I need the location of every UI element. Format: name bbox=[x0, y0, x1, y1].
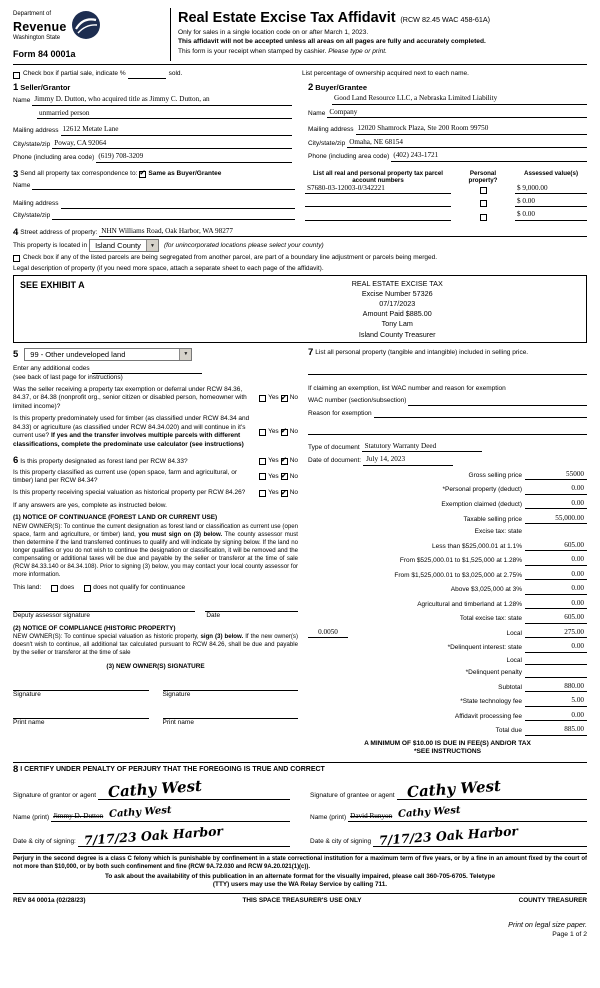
delinquent-interest-state-field[interactable]: 0.00 bbox=[525, 642, 587, 652]
street-address-field[interactable]: NHN Williams Road, Oak Harbor, WA 98277 bbox=[99, 227, 587, 237]
stamp-title: REAL ESTATE EXCISE TAX bbox=[351, 279, 443, 289]
washington-state-label: Washington State bbox=[13, 34, 61, 41]
partial-sale-label: Check box if partial sale, indicate % bbox=[23, 70, 126, 78]
notice-continuance-body: NEW OWNER(S): To continue the current designation as forest land or classification as current use (open space, farm and agriculture, or timber) land, you must sign on (3) below. The county assessor must then determine if the land transferred continues to qualify and will indicate by signing below. If the land no longer qualifies or you do not wish to continue the designation or classification, it will be removed and the compensating or additional taxes will be due and payable by the seller or transferor at the time of sale (RCW 84.33.140 or 84.34.108). Prior to signing (3) below, you may contact your local county assessor for more information. bbox=[13, 522, 298, 578]
header-note-2: This affidavit will not be accepted unless all areas on all pages are fully and accurately completed. bbox=[178, 38, 486, 46]
buyer-phone-label: Phone (including area code) bbox=[308, 153, 390, 161]
s5q2-yes-checkbox[interactable] bbox=[259, 429, 266, 436]
minimum-due-note: A MINIMUM OF $10.00 IS DUE IN FEE(S) AND/OR TAX bbox=[364, 739, 531, 747]
codes-note: (see back of last page for instructions) bbox=[13, 373, 123, 381]
certify-text: I CERTIFY UNDER PENALTY OF PERJURY THAT THE FOREGOING IS TRUE AND CORRECT bbox=[20, 766, 325, 774]
parcel-field-1[interactable]: S7680-03-12003-0/342221 bbox=[305, 184, 451, 194]
section-3 bbox=[13, 170, 587, 221]
agency-wordmark bbox=[13, 11, 67, 43]
partial-sale-checkbox[interactable] bbox=[13, 72, 20, 79]
wac-number-field[interactable] bbox=[408, 398, 587, 406]
rate-3-field[interactable]: 0.00 bbox=[525, 584, 587, 594]
doc-type-field[interactable]: Statutory Warranty Deed bbox=[362, 442, 482, 452]
s5q2-no-checkbox[interactable] bbox=[281, 429, 288, 436]
treasurer-use-only-label: THIS SPACE TREASURER'S USE ONLY bbox=[242, 897, 362, 905]
s6q2-yes-checkbox[interactable] bbox=[259, 473, 266, 480]
see-instructions-note: *SEE INSTRUCTIONS bbox=[413, 748, 482, 756]
personal-property-checkbox-2[interactable] bbox=[480, 200, 487, 207]
new-owner-signature-title: (3) NEW OWNER(S) SIGNATURE bbox=[106, 663, 205, 671]
parcel-table bbox=[305, 170, 587, 221]
agency-block bbox=[13, 8, 163, 61]
stamp-date: 07/17/2023 bbox=[379, 299, 416, 309]
seller-name-field[interactable]: Jimmy D. Dutton, who acquired title as Jimmy C. Dutton, an bbox=[32, 95, 292, 105]
s6q1-yes-checkbox[interactable] bbox=[259, 458, 266, 465]
section-5-number: 5 bbox=[13, 348, 19, 360]
section-8-number: 8 bbox=[13, 764, 19, 776]
s5q1-no-checkbox[interactable] bbox=[281, 395, 288, 402]
seller-grantor-block bbox=[13, 83, 292, 163]
seller-address-field[interactable]: 12612 Metate Lane bbox=[61, 125, 292, 135]
form-header bbox=[13, 8, 587, 61]
seller-phone-field[interactable]: (619) 708-3209 bbox=[96, 152, 292, 162]
section-1-number: 1 bbox=[13, 81, 19, 93]
section-8-rule bbox=[13, 762, 587, 763]
rev-rule bbox=[13, 893, 587, 894]
dept-of-label: Department of bbox=[13, 10, 52, 17]
print-name-label-1: Print name bbox=[13, 718, 45, 726]
corr-address-label: Mailing address bbox=[13, 200, 59, 208]
stamp-excise-number: Excise Number 57326 bbox=[361, 289, 433, 299]
subtotal-field[interactable]: 880.00 bbox=[525, 682, 587, 692]
rate-1-1-field[interactable]: 605.00 bbox=[525, 541, 587, 551]
grantor-name-handwriting: Cathy West bbox=[108, 804, 173, 821]
seller-phone-label: Phone (including area code) bbox=[13, 154, 95, 162]
rev-number: REV 84 0001a (02/28/23) bbox=[13, 897, 86, 905]
parcel-field-3[interactable] bbox=[305, 213, 451, 221]
tax-row: Above $3,025,000 at 3% 0.00 bbox=[308, 584, 587, 594]
tax-row: *Delinquent penalty bbox=[308, 669, 587, 677]
grantee-signature-label: Signature of grantee or agent bbox=[310, 791, 395, 799]
same-as-buyer-label: Same as Buyer/Grantee bbox=[148, 170, 222, 178]
buyer-heading: Buyer/Grantee bbox=[315, 82, 367, 92]
land-use-dropdown-arrow-icon[interactable]: ▼ bbox=[179, 349, 191, 360]
certify-row bbox=[13, 765, 587, 775]
tax-row: From $525,000.01 to $1,525,000 at 1.28% 0.00 bbox=[308, 555, 587, 565]
parties-section bbox=[13, 83, 587, 163]
grantor-date-field[interactable] bbox=[78, 823, 290, 849]
seller-name-label: Name bbox=[13, 97, 31, 105]
taxable-selling-price-field[interactable]: 55,000.00 bbox=[525, 514, 587, 524]
buyer-phone-field[interactable]: (402) 243-1721 bbox=[391, 151, 587, 161]
revenue-logo-icon bbox=[71, 10, 101, 43]
land-use-select[interactable]: 99 - Other undeveloped land ▼ bbox=[24, 348, 192, 361]
exemption-note: If claiming an exemption, list WAC number and reason for exemption bbox=[308, 384, 506, 392]
notice-continuance-title: (1) NOTICE OF CONTINUANCE (FOREST LAND OR CURRENT USE) bbox=[13, 514, 218, 522]
county-select[interactable]: Island County ▼ bbox=[89, 239, 159, 252]
form-rcw-reference: (RCW 82.45 WAC 458-61A) bbox=[400, 15, 491, 24]
personal-property-checkbox-1[interactable] bbox=[480, 187, 487, 194]
grantee-name-handwriting: Cathy West bbox=[397, 804, 462, 821]
tax-row: *Delinquent interest: state 0.00 bbox=[308, 642, 587, 652]
tax-row: Taxable selling price 55,000.00 bbox=[308, 514, 587, 524]
excise-tax-state-header: Excise tax: state bbox=[474, 528, 522, 536]
left-column bbox=[13, 348, 298, 757]
tax-row: *State technology fee 5.00 bbox=[308, 696, 587, 706]
assessed-value-field-1[interactable]: $ 9,000.00 bbox=[515, 184, 587, 194]
partial-sale-row bbox=[13, 70, 587, 78]
grantor-name-field[interactable]: Jimmy D. Dutton Cathy West bbox=[51, 812, 290, 822]
footer-rule bbox=[13, 853, 587, 854]
property-located-label: This property is located in bbox=[13, 241, 88, 249]
deputy-assessor-signature-field[interactable] bbox=[13, 604, 195, 612]
exemption-claimed-field[interactable]: 0.00 bbox=[525, 499, 587, 509]
ownership-note: List percentage of ownership acquired next to each name. bbox=[302, 70, 469, 78]
personal-property-list-field[interactable] bbox=[308, 367, 587, 375]
grantee-signature-handwriting: Cathy West bbox=[406, 776, 502, 801]
forest-land-question: 6 Is this property designated as forest land per RCW 84.33? Yes ✔ No bbox=[13, 456, 298, 466]
corr-city-field[interactable] bbox=[52, 212, 295, 220]
header-divider bbox=[170, 8, 171, 61]
personal-property-deduct-field[interactable]: 0.00 bbox=[525, 484, 587, 494]
seller-address-label: Mailing address bbox=[13, 127, 59, 135]
tax-row: Exemption claimed (deduct) 0.00 bbox=[308, 499, 587, 509]
additional-codes-label: Enter any additional codes bbox=[13, 365, 90, 373]
tax-row: Local bbox=[308, 657, 587, 665]
additional-codes-field[interactable] bbox=[92, 366, 202, 374]
stamp-amount-paid: Amount Paid $885.00 bbox=[362, 309, 432, 319]
s6q3-no-checkbox[interactable] bbox=[281, 490, 288, 497]
seller-heading: Seller/Grantor bbox=[20, 82, 71, 92]
tax-row: Gross selling price 55000 bbox=[308, 470, 587, 480]
notice-compliance-body: NEW OWNER(S): To continue special valuation as historic property, sign (3) below. If the new owner(s) doesn't wish to continue, all additional tax calculated pursuant to RCW 84.26, shall be due and payable by the seller or transferor at the time of sale bbox=[13, 633, 298, 657]
section-4-number: 4 bbox=[13, 226, 19, 238]
s6q2-no-checkbox[interactable] bbox=[281, 473, 288, 480]
section-5-header bbox=[13, 348, 298, 361]
send-correspondence-label: Send all property tax correspondence to: bbox=[20, 170, 138, 178]
doc-date-field[interactable]: July 14, 2023 bbox=[363, 455, 453, 465]
tax-row: Affidavit processing fee 0.00 bbox=[308, 711, 587, 721]
see-exhibit-text: SEE EXHIBIT A bbox=[20, 280, 85, 291]
page-number: Page 1 of 2 bbox=[552, 931, 587, 939]
notice-compliance-title: (2) NOTICE OF COMPLIANCE (HISTORIC PROPERTY) bbox=[13, 624, 176, 632]
grantor-signature-column bbox=[13, 775, 290, 847]
this-land-label: This land: bbox=[13, 583, 42, 591]
partial-sale-percent-field[interactable] bbox=[128, 71, 166, 79]
local-tax-field[interactable]: 275.00 bbox=[525, 628, 587, 638]
county-note: (for unincorporated locations please select your county) bbox=[163, 241, 324, 249]
tax-row: Agricultural and timberland at 1.28% 0.00 bbox=[308, 599, 587, 609]
corr-name-field[interactable] bbox=[32, 182, 295, 190]
grantee-signature-column bbox=[310, 775, 587, 847]
personal-property-header: Personal property? bbox=[468, 169, 498, 184]
buyer-grantee-block bbox=[308, 83, 587, 163]
print-name-field-2[interactable] bbox=[163, 711, 299, 719]
stamp-treasurer: Island County Treasurer bbox=[358, 329, 436, 339]
buyer-city-label: City/state/zip bbox=[308, 139, 346, 147]
deputy-assessor-signature-label: Deputy assessor signature bbox=[13, 612, 90, 620]
s6q1-no-checkbox[interactable] bbox=[281, 458, 288, 465]
grantor-date-handwriting: 7/17/23 Oak Harbor bbox=[83, 823, 224, 849]
grantee-name-label: Name (print) bbox=[310, 813, 347, 821]
seller-city-label: City/state/zip bbox=[13, 140, 51, 148]
segregated-checkbox[interactable] bbox=[13, 255, 20, 262]
rate-1-28-field[interactable]: 0.00 bbox=[525, 555, 587, 565]
print-size-note: Print on legal size paper. bbox=[508, 919, 587, 929]
rate-2-75-field[interactable]: 0.00 bbox=[525, 570, 587, 580]
current-use-question: Is this property classified as current use (open space, farm and agricultural, or timber) land per RCW 84.34? Yes ✔ No bbox=[13, 469, 298, 486]
buyer-name-field-2[interactable]: Company bbox=[327, 108, 587, 118]
grantor-signature-field[interactable] bbox=[98, 776, 290, 801]
gross-selling-price-field[interactable]: 55000 bbox=[525, 470, 587, 480]
agricultural-timberland-field[interactable]: 0.00 bbox=[525, 599, 587, 609]
corr-city-label: City/state/zip bbox=[13, 211, 51, 219]
header-note-1: Only for sales in a single location code on or after March 1, 2023. bbox=[178, 28, 369, 36]
county-dropdown-arrow-icon[interactable]: ▼ bbox=[146, 240, 158, 251]
grantor-signature-handwriting: Cathy West bbox=[107, 776, 203, 801]
tax-row: From $1,525,000.01 to $3,025,000 at 2.75% 0.00 bbox=[308, 570, 587, 580]
assessed-value-field-3[interactable]: $ 0.00 bbox=[515, 210, 587, 220]
corr-name-label: Name bbox=[13, 182, 31, 189]
grantor-date-label: Date & city of signing: bbox=[13, 838, 76, 846]
doc-date-label: Date of document: bbox=[308, 457, 362, 465]
total-excise-state-field[interactable]: 605.00 bbox=[525, 613, 587, 623]
exemption-extra-field[interactable] bbox=[308, 427, 587, 435]
answers-note: If any answers are yes, complete as instructed below. bbox=[13, 501, 167, 509]
assessed-values-header: Assessed value(s) bbox=[524, 169, 578, 177]
grantee-name-field[interactable]: David Runyon Cathy West bbox=[348, 812, 587, 822]
section-2-number: 2 bbox=[308, 81, 314, 93]
form-number: Form 84 0001a bbox=[13, 49, 76, 60]
reason-exemption-label: Reason for exemption bbox=[308, 409, 372, 417]
deputy-date-field[interactable] bbox=[205, 604, 298, 612]
tax-row: Subtotal 880.00 bbox=[308, 682, 587, 692]
personal-property-intro: List all personal property (tangible and intangible) included in selling price. bbox=[315, 349, 529, 357]
section-4 bbox=[13, 227, 587, 273]
print-name-field-1[interactable] bbox=[13, 711, 149, 719]
tax-row: Total due 885.00 bbox=[308, 725, 587, 735]
tax-row: Less than $525,000.01 at 1.1% 605.00 bbox=[308, 541, 587, 551]
grantee-date-label: Date & city of signing bbox=[310, 838, 372, 846]
print-name-label-2: Print name bbox=[162, 718, 194, 726]
segregated-label: Check box if any of the listed parcels are being segregated from another parcel, are part of a boundary line adjustment or parcels being merged. bbox=[23, 254, 438, 262]
header-note-3: This form is your receipt when stamped by cashier. Please type or print. bbox=[178, 47, 387, 55]
signatures-block bbox=[13, 775, 587, 847]
rev-row bbox=[13, 897, 587, 905]
local-tax-row: 0.0050 Local 275.00 bbox=[308, 628, 587, 638]
grantee-date-field[interactable] bbox=[373, 823, 587, 849]
grantee-signature-field[interactable] bbox=[397, 776, 587, 801]
does-checkbox[interactable] bbox=[51, 585, 58, 592]
doc-type-label: Type of document bbox=[308, 443, 360, 451]
total-due-field[interactable]: 885.00 bbox=[525, 725, 587, 735]
grantor-signature-label: Signature of grantor or agent bbox=[13, 791, 97, 799]
section-3-number: 3 bbox=[13, 168, 19, 180]
seller-city-field[interactable]: Poway, CA 92064 bbox=[52, 139, 292, 149]
tax-row: Total excise tax: state 605.00 bbox=[308, 613, 587, 623]
alternate-format-note: To ask about the availability of this publication in an alternate format for the visually impaired, please call 360-705-6705. Teletype (TTY) users may use the WA Relay Service by calling 711. bbox=[104, 873, 496, 889]
s5q1-yes-checkbox[interactable] bbox=[259, 395, 266, 402]
parcel-field-2[interactable] bbox=[305, 199, 451, 207]
does-not-checkbox[interactable] bbox=[84, 585, 91, 592]
same-as-buyer-checkbox[interactable] bbox=[139, 171, 146, 178]
section-7-header bbox=[308, 348, 587, 358]
buyer-name-field[interactable]: Good Land Resource LLC, a Nebraska Limited Liability bbox=[332, 94, 587, 104]
historic-property-question: Is this property receiving special valuation as historical property per RCW 84.26? Yes ✔ No bbox=[13, 489, 298, 497]
land-qualify-row: This land: does does not qualify for continuance bbox=[13, 583, 186, 591]
section-7-number: 7 bbox=[308, 347, 314, 359]
signature-label-1: Signature bbox=[13, 691, 41, 699]
delinquent-penalty-field[interactable] bbox=[525, 670, 587, 678]
stamp-cashier-name: Tony Lam bbox=[381, 319, 413, 329]
tax-row: *Personal property (deduct) 0.00 bbox=[308, 484, 587, 494]
state-technology-fee-field[interactable]: 5.00 bbox=[525, 696, 587, 706]
county-treasurer-label: COUNTY TREASURER bbox=[518, 897, 587, 905]
grantor-name-label: Name (print) bbox=[13, 813, 50, 821]
treasurer-stamp bbox=[271, 279, 523, 339]
grantee-date-handwriting: 7/17/23 Oak Harbor bbox=[378, 823, 519, 849]
delinquent-interest-local-field[interactable] bbox=[525, 657, 587, 665]
tax-correspondence-block bbox=[13, 170, 295, 221]
buyer-address-label: Mailing address bbox=[308, 126, 354, 134]
new-owner-signature-field-2[interactable] bbox=[163, 683, 299, 691]
s6q3-yes-checkbox[interactable] bbox=[259, 490, 266, 497]
exemption-deferral-question: Was the seller receiving a property tax exemption or deferral under RCW 84.36, 84.37, or 84.38 (nonprofit org., senior citizen or disabled person, homeowner with limited income)? Yes ✔ No bbox=[13, 386, 298, 411]
personal-property-checkbox-3[interactable] bbox=[480, 214, 487, 221]
corr-address-field[interactable] bbox=[61, 201, 295, 209]
deputy-date-label: Date bbox=[206, 612, 221, 620]
buyer-address-field[interactable]: 12020 Shamrock Plaza, Ste 200 Room 99750 bbox=[356, 124, 587, 134]
perjury-paragraph: Perjury in the second degree is a class C felony which is punishable by confinement in a state correctional institution for a maximum term of five years, or by a fine in an amount fixed by the court of not more than $10,000, or by both such confinement and fine (RCW 9A.72.030 and RCW 9A.20.021(1)(c)). bbox=[13, 855, 588, 870]
affidavit-processing-fee-field[interactable]: 0.00 bbox=[525, 711, 587, 721]
legal-description-label: Legal description of property (if you need more space, attach a separate sheet to each page of the affidavit). bbox=[13, 264, 324, 272]
parcel-numbers-header: List all real and personal property tax parcel account numbers bbox=[313, 169, 443, 184]
timber-agriculture-question: Is this property predominately used for timber (as classified under RCW 84.34 and 84.33) or agriculture (as classified under RCW 84.34.020) and will continue in it's current use? If yes and the transfer involves multiple parcels with different classifications, complete the predominate use calculator (see instructions) Yes ✔ No bbox=[13, 415, 298, 449]
right-column bbox=[308, 348, 587, 757]
signature-label-2: Signature bbox=[162, 691, 191, 699]
local-rate-field[interactable]: 0.0050 bbox=[308, 628, 348, 638]
partial-sale-suffix: sold. bbox=[168, 70, 183, 78]
legal-description-box bbox=[13, 275, 587, 343]
street-address-label: Street address of property: bbox=[20, 228, 98, 236]
assessed-value-field-2[interactable]: $ 0.00 bbox=[515, 197, 587, 207]
revenue-label: Revenue bbox=[13, 19, 67, 34]
section-6-number: 6 bbox=[13, 455, 19, 467]
form-title: Real Estate Excise Tax Affidavit bbox=[178, 10, 396, 26]
wac-number-label: WAC number (section/subsection) bbox=[308, 397, 407, 405]
header-rule bbox=[13, 64, 587, 65]
buyer-city-field[interactable]: Omaha, NE 68154 bbox=[347, 138, 587, 148]
new-owner-signature-field-1[interactable] bbox=[13, 683, 149, 691]
seller-name-field-2[interactable]: unmarried person bbox=[37, 109, 292, 119]
buyer-name-label: Name bbox=[308, 109, 326, 117]
reason-exemption-field[interactable] bbox=[374, 410, 587, 418]
